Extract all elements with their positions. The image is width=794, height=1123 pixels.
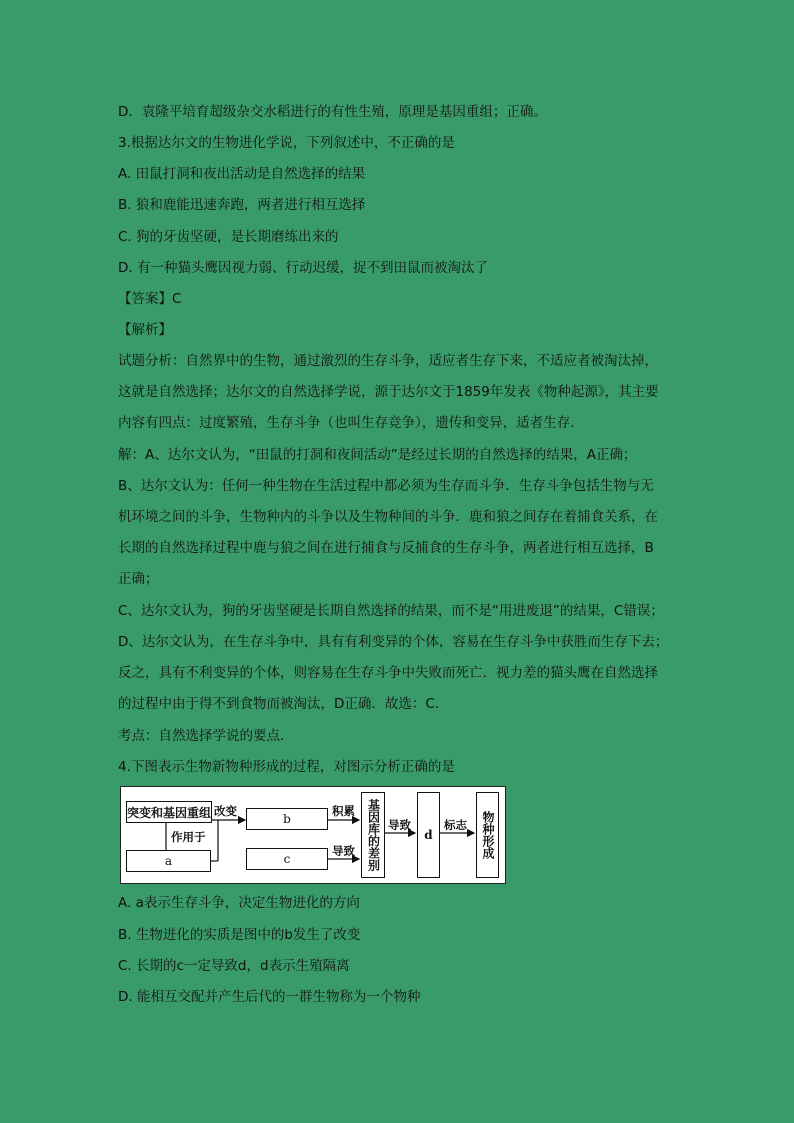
question-4-option-b: B. 生物进化的实质是图中的b发生了改变 [118,927,361,943]
analysis-line: D、达尔文认为，在生存斗争中，具有有利变异的个体，容易在生存斗争中获胜而生存下去； [118,634,669,650]
acts-on-label: 作用于 [171,830,206,844]
analysis-line: B、达尔文认为：任何一种生物在生活过程中都必须为生存而斗争．生存斗争包括生物与无 [118,478,654,494]
analysis-label: 【解析】 [118,322,172,338]
analysis-line: C、达尔文认为，狗的牙齿坚硬是长期自然选择的结果，而不是“用进废退”的结果，C错误； [118,603,664,619]
analysis-line: 这就是自然选择；达尔文的自然选择学说，源于达尔文于1859年发表《物种起源》，其主要 [118,384,659,400]
question-4-option-c: C. 长期的c一定导致d，d表示生殖隔离 [118,958,350,974]
question-4-stem: 4.下图表示生物新物种形成的过程，对图示分析正确的是 [118,759,455,775]
speciation-box: 物种形成 [476,792,499,878]
leads-to-label: 导致 [332,844,355,858]
answer-d-prev-question: D．袁隆平培育超级杂交水稻进行的有性生殖，原理是基因重组；正确。 [118,104,547,120]
analysis-line: 机环境之间的斗争，生物种内的斗争以及生物种间的斗争．鹿和狼之间存在着捕食关系，在 [118,509,658,525]
box-d: d [417,792,440,878]
box-a: a [126,850,211,872]
box-c: c [246,848,328,870]
analysis-line: 解：A、达尔文认为，“田鼠的打洞和夜间活动”是经过长期的自然选择的结果，A正确； [118,447,637,463]
analysis-line: 长期的自然选择过程中鹿与狼之间在进行捕食与反捕食的生存斗争，两者进行相互选择，B [118,540,654,556]
analysis-line: 反之，具有不利变异的个体，则容易在生存斗争中失败而死亡．视力差的猫头鹰在自然选择 [118,665,658,681]
answer-label: 【答案】C [118,291,182,307]
box-b: b [246,808,328,830]
analysis-line: 的过程中由于得不到食物而被淘汰，D正确．故选：C． [118,696,449,712]
change-label: 改变 [214,804,237,818]
test-point-line: 考点：自然选择学说的要点． [118,728,294,744]
question-3-option-c: C. 狗的牙齿坚硬，是长期磨练出来的 [118,229,339,245]
question-4-option-d: D. 能相互交配并产生后代的一群生物称为一个物种 [118,989,421,1005]
mutation-recombination-box: 突变和基因重组 [126,801,212,823]
question-3-option-a: A. 田鼠打洞和夜出活动是自然选择的结果 [118,166,366,182]
leads-to-label: 导致 [388,818,411,832]
question-3-option-d: D. 有一种猫头鹰因视力弱、行动迟缓，捉不到田鼠而被淘汰了 [118,260,488,276]
marks-label: 标志 [444,818,467,832]
question-4-option-a: A. a表示生存斗争，决定生物进化的方向 [118,895,360,911]
speciation-diagram [120,786,506,884]
analysis-line: 试题分析：自然界中的生物，通过激烈的生存斗争，适应者生存下来，不适应者被淘汰掉， [118,353,658,369]
analysis-line: 正确； [118,571,159,587]
gene-pool-difference-box: 基因库的差别 [361,792,385,878]
question-3-option-b: B. 狼和鹿能迅速奔跑，两者进行相互选择 [118,197,366,213]
analysis-line: 内容有四点：过度繁殖，生存斗争（也叫生存竞争），遗传和变异，适者生存． [118,415,584,431]
accumulate-label: 积累 [332,804,355,818]
question-3-stem: 3.根据达尔文的生物进化学说，下列叙述中，不正确的是 [118,135,455,151]
